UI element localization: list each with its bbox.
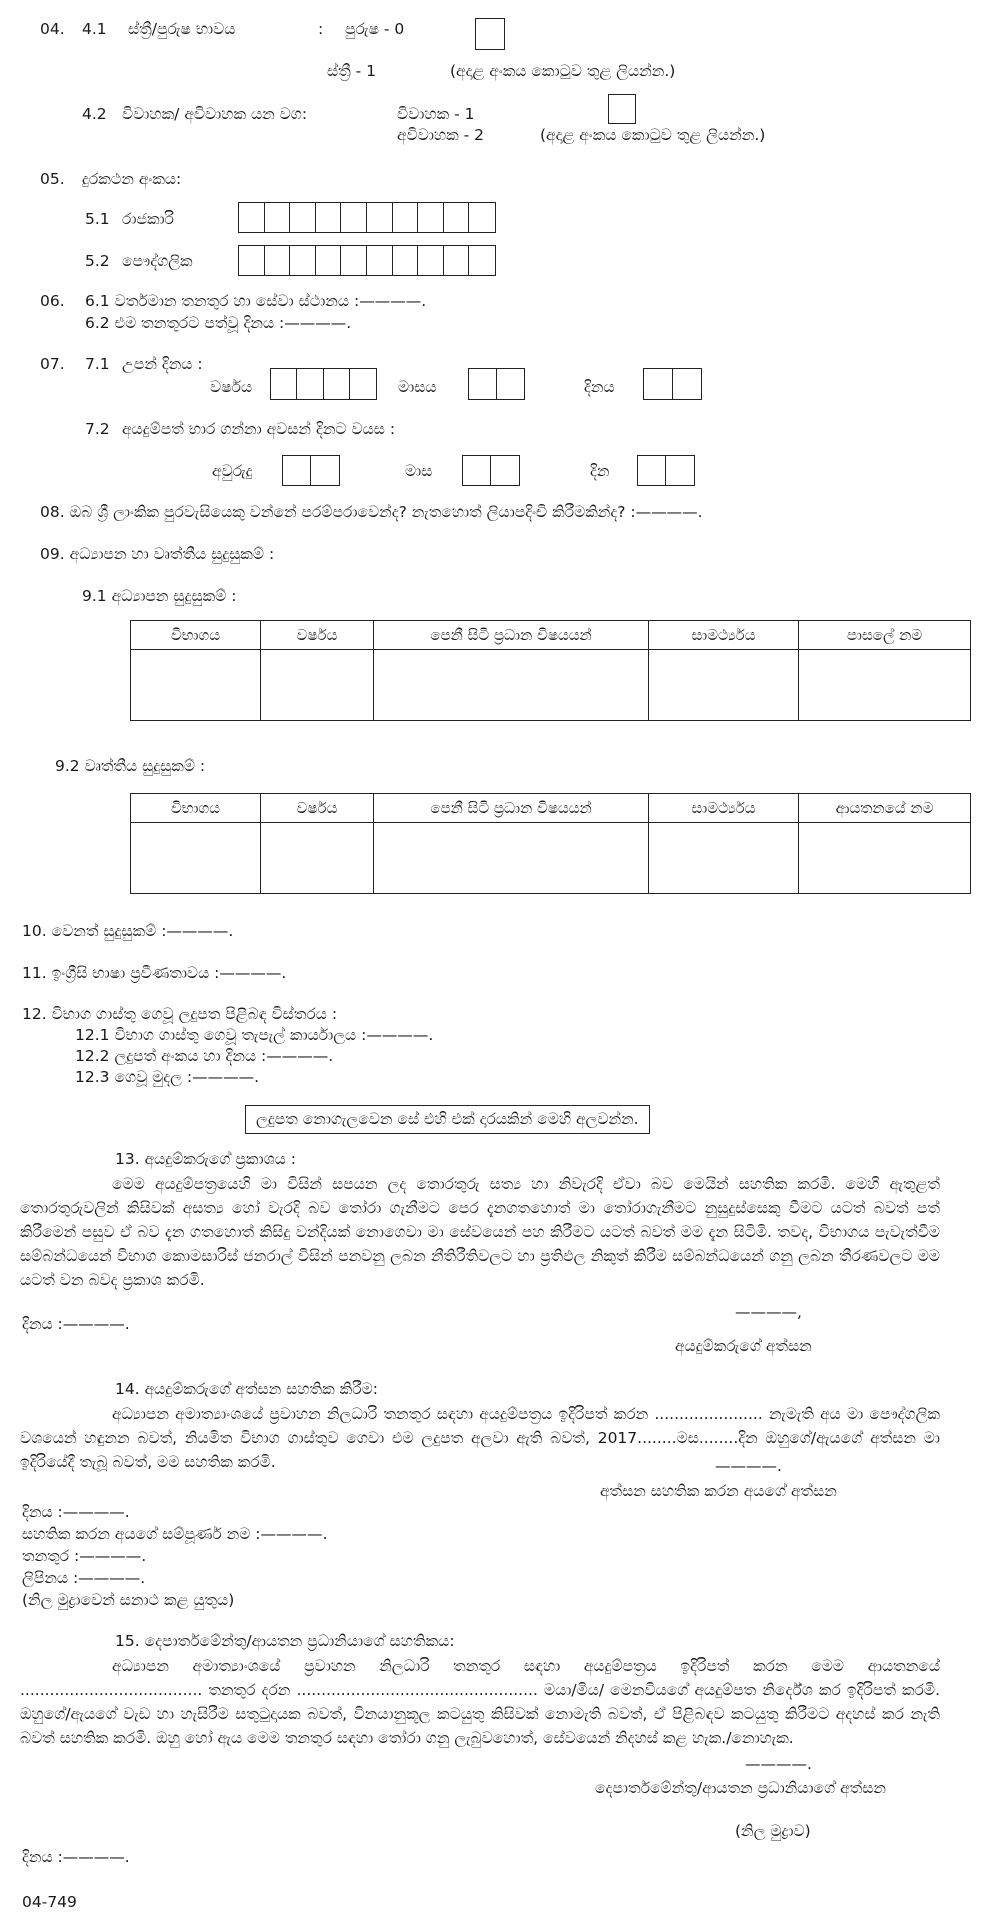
- s04-number: 04.: [40, 20, 65, 38]
- citizenship-question: 08. ඔබ ශ්‍රී ලාංකික පුරවැසියෙකු වන්නේ පරම්පරාවෙන්ද? නැතහොත් ලියාපදිංචි කිරීමකින්ද? :————.: [40, 503, 703, 521]
- fee-receipt-number: 12.2 ලදුපත් අංකය හා දිනය :————.: [75, 1047, 334, 1065]
- attester-post: තනතුර :————.: [22, 1547, 147, 1565]
- attester-address: ලිපිනය :————.: [22, 1569, 146, 1587]
- age-days-label: දින: [590, 462, 610, 480]
- marital-code-box[interactable]: [608, 94, 636, 124]
- edu-col-result: සාමර්ථ්‍යය: [649, 621, 799, 650]
- edu-qual-title: 9.1 අධ්‍යාපන සුදුසුකම් :: [82, 587, 237, 605]
- head-seal-note: (නිල මුද්‍රාව): [735, 1822, 811, 1840]
- attester-seal-note: (නිල මුද්‍රාවෙන් සනාථ කළ යුතුය): [22, 1591, 235, 1609]
- dob-month-boxes[interactable]: [468, 368, 525, 400]
- edu-col-year: වර්ෂය: [261, 621, 374, 650]
- fee-post-office: 12.1 විභාග ගාස්තු ගෙවූ තැපැල් කාර්යාලය :————.: [75, 1026, 434, 1044]
- marital-note: (අදාළ අංකය කොටුව තුළ ලියන්න.): [540, 126, 766, 144]
- gender-male-option: පුරුෂ - 0: [345, 20, 405, 38]
- age-months-boxes[interactable]: [462, 455, 520, 486]
- edu-col-exam: විභාගය: [131, 621, 261, 650]
- gender-female-option: ස්ත්‍රී - 1: [327, 62, 377, 80]
- head-certificate-date: දිනය :————.: [22, 1848, 130, 1866]
- prof-qual-table: [130, 793, 971, 894]
- gender-code-box[interactable]: [475, 18, 505, 50]
- applicant-signature-label: අයදුම්කරුගේ අත්සන: [675, 1337, 812, 1355]
- phone-label: දුරකථන අංකය:: [82, 170, 182, 188]
- phone-pers-boxes[interactable]: [238, 245, 496, 276]
- dob-day-boxes[interactable]: [643, 368, 702, 400]
- declaration-date: දිනය :————.: [22, 1315, 130, 1333]
- s07-sub1: 7.1: [85, 355, 110, 373]
- prof-table-row: [131, 823, 971, 894]
- appointed-date-line: 6.2 එම තනතුරට පත්වූ දිනය :————.: [85, 314, 352, 332]
- attestation-title: 14. අයදුම්කරුගේ අත්සන සහතික කිරීම:: [115, 1380, 378, 1398]
- prof-col-result: සාමර්ථ්‍යය: [649, 794, 799, 823]
- married-option: විවාහක - 1: [397, 105, 475, 123]
- age-years-boxes[interactable]: [282, 455, 340, 486]
- prof-cell-institute[interactable]: [799, 823, 971, 894]
- s04-sub2: 4.2: [82, 105, 107, 123]
- head-signature-label: දෙපාර්තමේන්තු/ආයතන ප්‍රධානියාගේ අත්සන: [595, 1779, 886, 1797]
- declaration-body: මෙම අයදුම්පත්‍රයෙහි මා විසින් සපයන ලද තොරතුරු සත්‍ය හා නිවැරදි ඒවා බව මෙයින් සහතික කරමි. මෙහි ඇතුළත් තොරතුරුවලින් කිසිවක් අසත්‍ය හෝ වැරදි බව තෝරා ගැනීමට පෙර දැනගතහොත් මා තෝරාගැනීමට නුසුදුස්සෙකු වීමට යටත් බවත් පත් කිරීමෙන් පසුව ඒ බව දැන ගතහොත් කිසිදු වන්දියක් නොගෙවා මා සේවයෙන් පහ කිරීමට යටත් බවත් මම දැන සිටිමි. තවද, විභාගය පැවැත්වීම සම්බන්ධයෙන් විභාග කොමසාරිස් ජනරාල් විසින් පනවනු ලබන නීතිරීතිවලට හා ප්‍රතිඵල නිකුත් කිරීම සම්බන්ධයෙන් ගනු ලබන තීරණවලට මම යටත් වන බවද ප්‍රකාශ කරමි.: [20, 1175, 940, 1289]
- head-certificate-body: අධ්‍යාපන අමාත්‍යාංශයේ ප්‍රවාහන නිලධාරි තනතුර සඳහා අයදුම්පත්‍රය ඉදිරිපත් කරන මෙම ආයතනයේ ..................................... තනතුර දරන ................................................. මයා/මිය/ මෙනවියගේ අයදුම්පත නිර්දේශ කර ඉදිරිපත් කරමි. ඔහුගේ/ඇයගේ වැඩ හා හැසිරීම සතුටුදායක බවත්, විනයානුකූල කටයුතු කිසිවක් නොමැති බවත්, ඒ පිළිබඳව කටයුතු කිරීමට අදහස් කර නැති බවත් සහතික කරමි. ඔහු හෝ ඇය මෙම තනතුර සඳහා තෝරා ගනු ලැබුවහොත්, සේවයෙන් නිදහස් කළ හැක./නොහැක.: [20, 1657, 940, 1747]
- head-signature-line: ————.: [745, 1755, 812, 1773]
- phone-pers-label: පෞද්ගලික: [122, 252, 193, 270]
- english-proficiency: 11. ඉංග්‍රීසි භාෂා ප්‍රවීණතාවය :————.: [22, 964, 287, 982]
- receipt-attach-note: ලදුපත නොගැලවෙන සේ එහි එක් දාරයකින් මෙහි අලවන්න.: [245, 1105, 650, 1134]
- edu-cell-school[interactable]: [799, 650, 971, 721]
- dob-month-label: මාසය: [398, 378, 437, 396]
- gender-label: ස්ත්‍රී/පුරුෂ භාවය: [128, 20, 236, 38]
- prof-col-year: වර්ෂය: [261, 794, 374, 823]
- exam-fee-heading: 12. විභාග ගාස්තු ගෙවූ ලදුපත පිළිබඳ විස්තරය :: [22, 1005, 338, 1023]
- applicant-signature-line: ————,: [735, 1303, 802, 1321]
- edu-cell-result[interactable]: [649, 650, 799, 721]
- prof-cell-exam[interactable]: [131, 823, 261, 894]
- s07-number: 07.: [40, 355, 65, 373]
- prof-cell-year[interactable]: [261, 823, 374, 894]
- age-months-label: මාස: [405, 462, 433, 480]
- prof-cell-result[interactable]: [649, 823, 799, 894]
- gender-colon: :: [318, 20, 324, 38]
- edu-cell-exam[interactable]: [131, 650, 261, 721]
- attestation-date: දිනය :————.: [22, 1503, 130, 1521]
- prof-col-institute: ආයතනයේ නම: [799, 794, 971, 823]
- edu-col-subjects: පෙනී සිටි ප්‍රධාන විෂයයන්: [374, 621, 649, 650]
- fee-amount: 12.3 ගෙවූ මුදල :————.: [75, 1068, 260, 1086]
- head-certificate-title: 15. දෙපාර්තමේන්තු/ආයතන ප්‍රධානියාගේ සහතිකය:: [115, 1632, 455, 1650]
- phone-gov-label: රාජකාරි: [122, 210, 175, 228]
- attestation-body: අධ්‍යාපන අමාත්‍යාංශයේ ප්‍රවාහන නිලධාරි තනතුර සඳහා අයදුම්පත්‍රය ඉදිරිපත් කරන ...................... නැමැති අය මා පෞද්ගලික වශයෙන් හඳුනන බවත්, නියමිත විභාග ගාස්තුව ගෙවා එම ලදුපත අලවා ඇති බවත්, 2017........මස........දින ඔහුගේ/ඇයගේ අත්සන මා ඉදිරියේදී තැබූ බවත්, මම සහතික කරමි.: [20, 1405, 940, 1471]
- document-code: 04-749: [22, 1893, 77, 1911]
- prof-col-exam: විභාගය: [131, 794, 261, 823]
- edu-cell-subjects[interactable]: [374, 650, 649, 721]
- phone-pers-number: 5.2: [85, 252, 110, 270]
- dob-day-label: දිනය: [584, 378, 615, 396]
- age-years-label: අවුරුදු: [212, 462, 253, 480]
- qualifications-heading: 09. අධ්‍යාපන හා වෘත්තීය සුදුසුකම් :: [40, 545, 275, 563]
- gender-note: (අදාළ අංකය කොටුව තුළ ලියන්න.): [450, 62, 676, 80]
- prof-cell-subjects[interactable]: [374, 823, 649, 894]
- s05-number: 05.: [40, 170, 65, 188]
- other-qualifications: 10. වෙනත් සුදුසුකම් :————.: [22, 922, 234, 940]
- attester-signature-label: අත්සන සහතික කරන අයගේ අත්සන: [600, 1482, 837, 1500]
- dob-year-label: වර්ෂය: [210, 378, 253, 396]
- s07-sub2: 7.2: [85, 420, 110, 438]
- prof-col-subjects: පෙනී සිටි ප්‍රධාන විෂයයන්: [374, 794, 649, 823]
- phone-gov-number: 5.1: [85, 210, 110, 228]
- edu-col-school: පාසලේ නම: [799, 621, 971, 650]
- declaration-title: 13. අයදුම්කරුගේ ප්‍රකාශය :: [115, 1150, 296, 1168]
- s04-sub1: 4.1: [82, 20, 107, 38]
- unmarried-option: අවිවාහක - 2: [397, 126, 485, 144]
- edu-cell-year[interactable]: [261, 650, 374, 721]
- age-label: අයදුම්පත් භාර ගන්නා අවසන් දිනට වයස :: [122, 420, 396, 438]
- current-post-line: 6.1 වර්තමාන තනතුර හා සේවා ස්ථානය :————.: [85, 292, 427, 310]
- marital-label: විවාහක/ අවිවාහක යන වග:: [122, 105, 308, 123]
- edu-qual-table: [130, 620, 971, 721]
- attester-signature-line: ————.: [715, 1457, 782, 1475]
- dob-year-boxes[interactable]: [270, 368, 377, 400]
- phone-gov-boxes[interactable]: [238, 202, 496, 233]
- s06-number: 06.: [40, 292, 65, 310]
- edu-table-row: [131, 650, 971, 721]
- attester-full-name: සහතික කරන අයගේ සම්පූර්ණ නම :————.: [22, 1525, 328, 1543]
- age-days-boxes[interactable]: [637, 455, 695, 486]
- dob-label: උපන් දිනය :: [122, 355, 203, 373]
- prof-qual-title: 9.2 වෘත්තීය සුදුසුකම් :: [55, 757, 206, 775]
